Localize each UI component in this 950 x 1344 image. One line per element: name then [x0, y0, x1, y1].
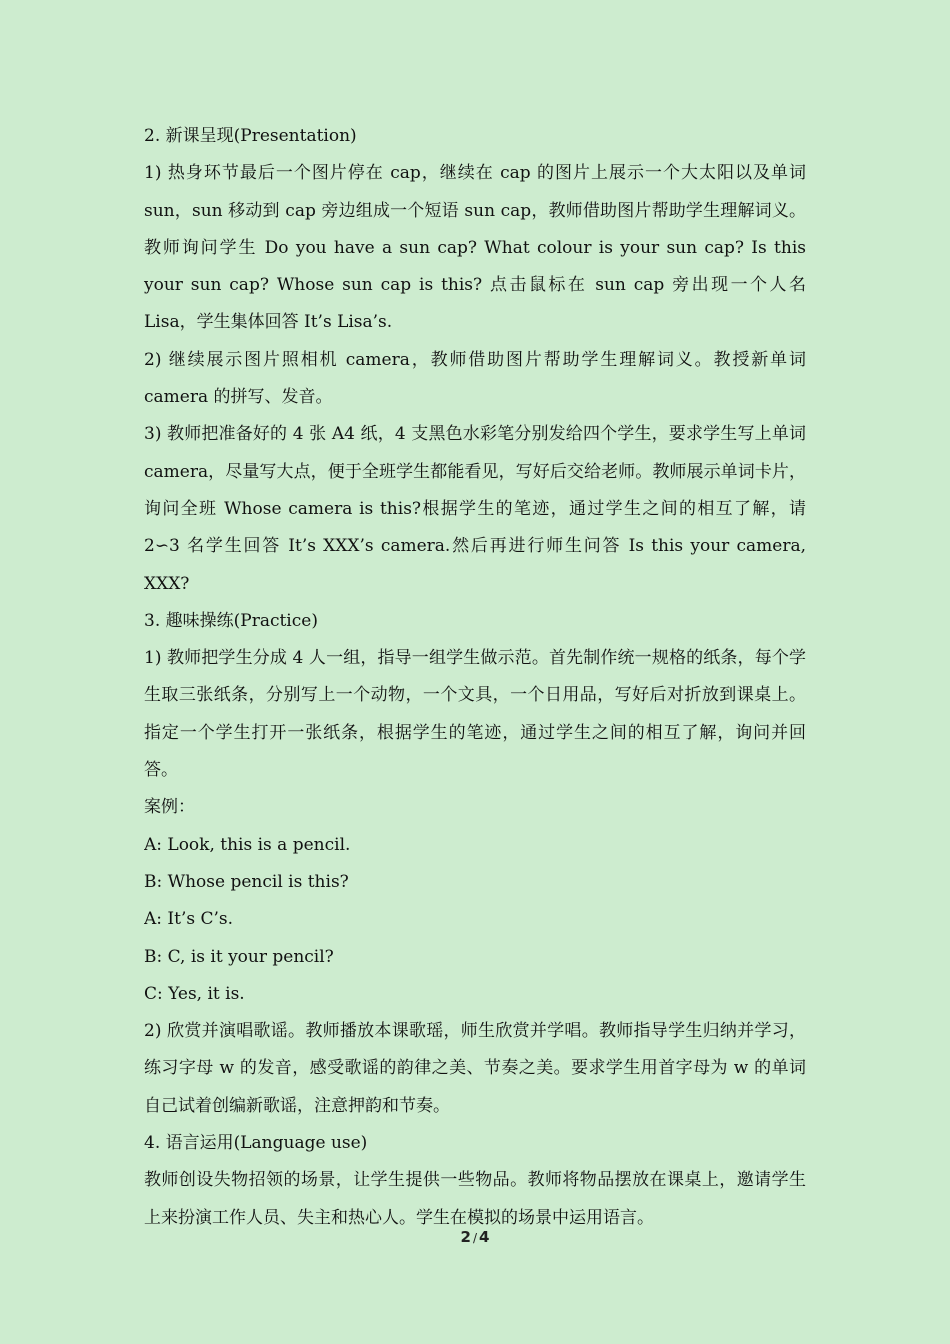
- dialogue-line: A: It’s C’s.: [144, 909, 234, 930]
- section-heading-presentation: 2. 新课呈现(Presentation): [144, 126, 357, 146]
- section-heading-practice: 3. 趣味操练(Practice): [144, 610, 318, 631]
- language-use-paragraph: 教师创设失物招领的场景，让学生提供一些物品。教师将物品摆放在课桌上，邀请学生上来扮演工作人员、失主和热心人。学生在模拟的场景中运用语言。: [144, 1170, 806, 1228]
- dialogue-line: B: Whose pencil is this?: [144, 871, 349, 892]
- practice-paragraph-2: 2) 欣赏并演唱歌谣。教师播放本课歌瑶，师生欣赏并学唱。教师指导学生归纳并学习，练习字母 w 的发音，感受歌谣的韵律之美、节奏之美。要求学生用首字母为 w 的单词自己试着创编新歌谣，注意押韵和节奏。: [144, 1021, 806, 1116]
- current-page: 2: [460, 1228, 471, 1246]
- document-body: [144, 118, 806, 1237]
- total-pages: 4: [479, 1228, 490, 1246]
- dialogue-line: C: Yes, it is.: [144, 983, 245, 1004]
- page-number: [0, 1228, 950, 1246]
- presentation-paragraph-1: 1) 热身环节最后一个图片停在 cap，继续在 cap 的图片上展示一个大太阳以及单词 sun，sun 移动到 cap 旁边组成一个短语 sun cap，教师借助图片帮助学生理解词义。教师询问学生 Do you have a sun cap? What colour is your sun cap? Is this your sun cap? Whose sun cap is this? 点击鼠标在 sun cap 旁出现一个人名 Lisa，学生集体回答 It’s Lisa’s.: [144, 163, 806, 333]
- presentation-paragraph-3: 3) 教师把准备好的 4 张 A4 纸，4 支黑色水彩笔分别发给四个学生，要求学生写上单词 camera，尽量写大点，便于全班学生都能看见，写好后交给老师。教师展示单词卡片，询问全班 Whose camera is this?根据学生的笔迹，通过学生之间的相互了解，请 2∽3 名学生回答 It’s XXX’s camera.然后再进行师生问答 Is this your camera, XXX?: [144, 424, 806, 594]
- dialogue-line: B: C, is it your pencil?: [144, 946, 334, 967]
- presentation-paragraph-2: 2) 继续展示图片照相机 camera，教师借助图片帮助学生理解词义。教授新单词 camera 的拼写、发音。: [144, 349, 806, 408]
- dialogue-line: A: Look, this is a pencil.: [144, 834, 351, 855]
- example-label: 案例：: [144, 797, 195, 818]
- section-heading-language-use: 4. 语言运用(Language use): [144, 1133, 368, 1154]
- practice-paragraph-1: 1) 教师把学生分成 4 人一组，指导一组学生做示范。首先制作统一规格的纸条，每个学生取三张纸条，分别写上一个动物，一个文具，一个日用品，写好后对折放到课桌上。指定一个学生打开一张纸条，根据学生的笔迹，通过学生之间的相互了解，询问并回答。: [144, 648, 806, 781]
- page-separator: /: [472, 1231, 478, 1245]
